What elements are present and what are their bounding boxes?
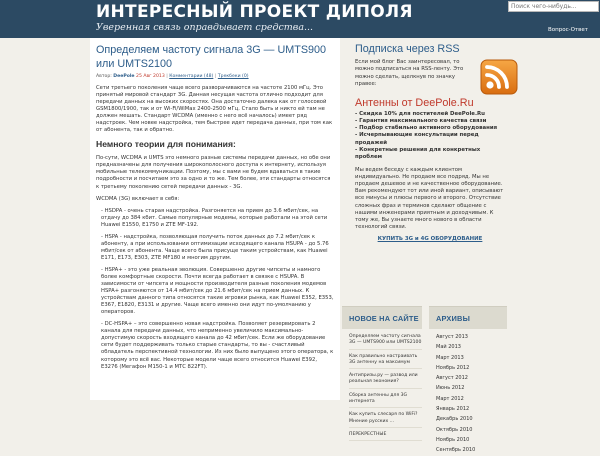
list-item: - HSPA - надстройка, позволяющая получить поток данных до 7.2 мбит/сек к абоненту, а при использовании оптимизации исходящего канала HSUPA - до 5.76 мбит/сек от абонента. Чаще всего была присуще таким устройствам, как Huawei E171, E173, E303, ZTE MF180 и многим другим. <box>101 233 329 261</box>
archive-link[interactable]: Январь 2012 <box>436 406 470 413</box>
wcdma-intro: WCDMA (3G) включает в себя: <box>96 195 180 202</box>
archive-link[interactable]: Август 2013 <box>436 334 468 340</box>
antennas-description: Мы ведем беседу с каждым клиентом индивидуально. Не продаем все подряд. Мы не продаем дешевое и не качественное оборудование. Вам рекомендуют тот или иной вариант, описывают все минусы и плюсы первого и второго. Отсутствие сложных фраз и терминов сделают общение с нашими инженерами приятным и доходчивым. К тому же, Вы узнаете много нового в области технологий связи. <box>355 167 504 230</box>
antennas-features <box>355 111 505 161</box>
new-on-site-title: НОВОЕ НА САЙТЕ <box>342 306 422 329</box>
archives-list <box>429 329 507 456</box>
archive-link[interactable]: Март 2013 <box>436 354 464 361</box>
author-link[interactable]: DeePole <box>113 74 135 79</box>
comments-link[interactable]: Комментарии (48) <box>169 74 214 79</box>
archive-link[interactable]: Ноябрь 2010 <box>436 436 470 443</box>
archive-link[interactable]: Март 2012 <box>436 395 464 402</box>
feature-item: - Подбор стабильно активного оборудования <box>355 125 498 132</box>
archive-link[interactable]: Июнь 2012 <box>436 385 465 392</box>
standards-list <box>96 208 334 371</box>
new-post-link[interactable]: Антипризы.ру — развод или реальная экономия? <box>349 371 422 389</box>
antennas-title <box>355 96 505 110</box>
meta-separator: | <box>166 74 168 79</box>
rss-widget <box>355 42 595 98</box>
theory-paragraph: По-сути, WCDMA и UMTS это немного разные системы передачи данных, но обе они предназначены для получения широкополосного доступа к интернету, используя мобильные телекоммуникации. Поэтому, мы с вами не будем вдаваться в такие подробности и посчитаем это за одно и то же. Тем более, эти стандарты относятся к третьему поколению сетей передачи данных - 3G. <box>96 155 331 190</box>
post-date: 25 Авг 2013 <box>136 74 165 79</box>
feature-item: - Конкретные решения для конкретных проблем <box>355 146 481 160</box>
search-input[interactable] <box>508 1 599 12</box>
list-item: - HSPA+ - это уже реальная эволюция. Совершенно другие чипсеты и намного более комфортные скорости. Почти всегда работает в связке с HSUPA. В зависимости от чипсета и мощности производителя разные поколения модемов HSPA+ разгоняются от 14.4 мбит/сек до 21.6 мбит/сек на прием данных. К устройствам данного типа относятся такие игровки рынка, как Huawei E352, E353, E367, E1820, E3131 и другие. Чаще всего именно они идут по-умолчанию у операторов. <box>101 266 334 316</box>
archive-link[interactable]: Сентябрь 2010 <box>436 447 476 454</box>
new-post-link[interactable]: Как правильно настраивать 3G антенну на максимум <box>349 352 422 370</box>
meta-separator: | <box>214 74 217 79</box>
archive-link[interactable]: Август 2012 <box>436 375 468 382</box>
list-item: - HSDPA - очень старая надстройка. Разгоняется на прием до 3.6 мбит/сек, на отдачу до 384 кбит. Самые популярные модемы, которые работали на этой сети Huawei E1550, E1750 и ZTE MF-192. <box>101 207 328 228</box>
archive-link[interactable]: Декабрь 2010 <box>436 416 473 423</box>
site-tagline: Уверенная связь оправдывает средства... <box>96 22 314 33</box>
rss-text: Если мой блог Вас заинтересовал, то можно подписаться на RSS-ленту. Это можно сделать, щелкнув по значку правее: <box>355 59 464 88</box>
buy-equipment-link[interactable]: КУПИТЬ 3G и 4G ОБОРУДОВАНИЕ <box>377 235 483 242</box>
post-intro: Сети третьего поколения чаще всего разворачиваются на частоте 2100 мГц. Это принятый мировой стандарт 3G. Данная несущая частота отлично подходит для передачи данных на высоких скоростях. Она достаточно далека как от голосовой GSM1800/1900, так и от Wi-Fi/WiMax 2400-2500 мГц. Стало быть и никто ей там не должен мешать. Стандарт WCDMA (именно с него всё началось) имеет ряд надстроек. Чем новее надстройка, тем быстрее идет передача данных, при том как от абонента, так и обратно. <box>96 85 333 134</box>
archives-title: АРХИВЫ <box>429 306 507 329</box>
author-label: Автор: <box>96 74 112 79</box>
feature-item: - Исчерпывающие консультации перед продажей <box>355 132 479 146</box>
trackbacks-link[interactable]: Трекбеки (0) <box>217 74 249 79</box>
archive-link[interactable]: Май 2013 <box>436 344 461 351</box>
antennas-title-prefix: Антенны от <box>355 97 416 109</box>
antennas-title-brand[interactable]: DeePole.Ru <box>415 97 474 109</box>
post-title[interactable]: Определяем частоту сигнала 3G — UMTS900 или UMTS2100 <box>96 44 327 70</box>
new-on-site-widget <box>342 306 422 438</box>
main-content <box>90 38 340 400</box>
feature-item: - Гарантия максимального качества связи <box>355 118 487 125</box>
site-header <box>0 0 600 38</box>
archives-widget <box>429 306 507 454</box>
post-meta <box>96 73 334 80</box>
feature-item: - Скидка 10% для постителей DeePole.Ru <box>355 111 485 117</box>
new-post-link[interactable]: Сборка антенны для 3G интернета <box>349 391 422 409</box>
new-post-link[interactable]: Как купить слесаря по WiFi? Мнение русских ... <box>349 410 422 428</box>
new-post-link[interactable]: ПЕРЕКРЕСТНЫЕ <box>349 430 422 441</box>
antennas-widget <box>355 96 505 242</box>
archive-link[interactable]: Октябрь 2010 <box>436 426 473 433</box>
list-item: - DC-HSPA+ – это совершенно новая надстройка. Позволяет резервировать 2 канала для передачи данных, что неприменно увеличило максимально-допустимую скорость входящего канала до 42 мбит/сек. Если же оборудование сети будет поддерживать только старые стандарты, то вы - счастливый обладатель перспективной технологии. Из них было выпущено этого оператора, к которому это всё вас. Некоторые модели чаще всего относится Huawei E392, E3276 (Мегафон M150-1 и МТС 822FT). <box>101 321 334 370</box>
archive-link[interactable]: Ноябрь 2012 <box>436 364 470 371</box>
rss-icon[interactable] <box>480 59 518 95</box>
rss-title: Подписка через RSS <box>355 43 460 55</box>
new-on-site-list <box>342 329 422 441</box>
nav-link-qa[interactable]: Вопрос-Ответ <box>548 27 588 33</box>
site-title[interactable]: ИНТЕРЕСНЫЙ ПРОЕКТ ДИПОЛЯ <box>96 2 413 22</box>
theory-heading: Немного теории для понимания: <box>96 139 236 150</box>
new-post-link[interactable]: Определяем частоту сигнала 3G — UMTS900 или UMTS2100 <box>349 332 422 350</box>
sidebar <box>342 38 600 454</box>
